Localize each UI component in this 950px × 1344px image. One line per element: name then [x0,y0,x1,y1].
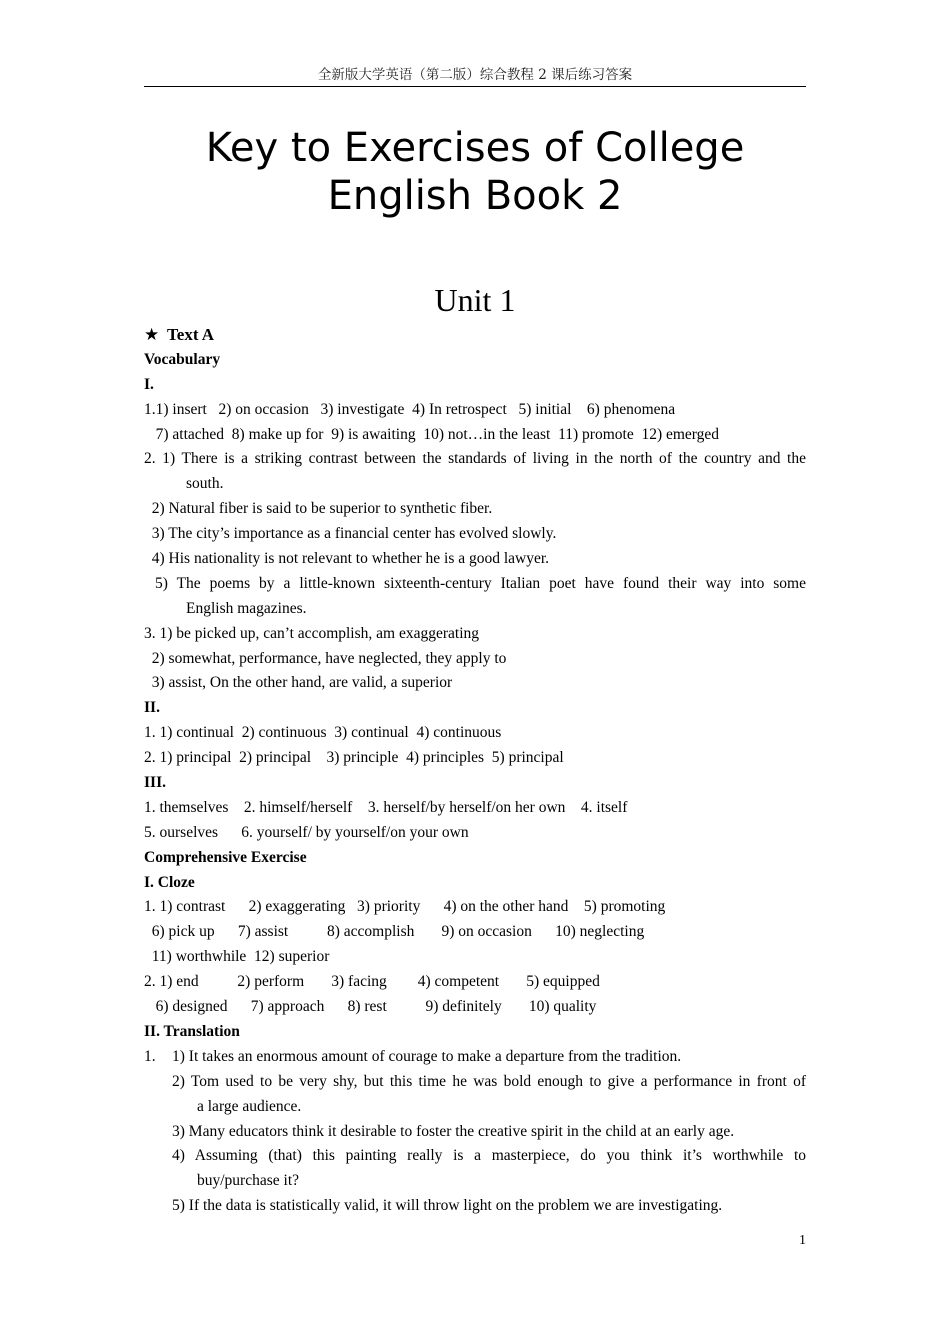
translation-heading: II. Translation [144,1022,240,1040]
cloze-1-line-1: 1. 1) contrast 2) exaggerating 3) priority 4) on the other hand 5) promoting [144,898,666,916]
section-ii-line-2: 2. 1) principal 2) principal 3) principle 4) principles 5) principal [144,749,564,767]
translation-item-2: 2) Tom used to be very shy, but this time he was bold enough to give a performance in front of [172,1072,806,1090]
vocabulary-heading: Vocabulary [144,350,221,368]
vocab-3-item-3: 3) assist, On the other hand, are valid, a superior [144,674,453,692]
translation-item-3: 3) Many educators think it desirable to foster the creative spirit in the child at an early age. [172,1122,735,1140]
vocab-2-item-3: 3) The city’s importance as a financial center has evolved slowly. [144,525,557,543]
answer-body [144,323,806,1219]
section-iii-line-1: 1. themselves 2. himself/herself 3. herself/by herself/on her own 4. itself [144,798,628,816]
translation-item-4-cont: buy/purchase it? [197,1172,300,1190]
title-line-2: English Book 2 [327,173,623,219]
star-icon: ★ [144,325,160,345]
translation-item-2-cont: a large audience. [197,1097,302,1115]
translation-1-text: 1) It takes an enormous amount of courage to make a departure from the tradition. [172,1047,682,1065]
translation-number: 1. [144,1047,156,1065]
section-iii-line-2: 5. ourselves 6. yourself/ by yourself/on your own [144,823,469,841]
unit-heading: Unit 1 [434,282,516,318]
translation-item-5: 5) If the data is statistically valid, it will throw light on the problem we are investigating. [172,1197,723,1215]
vocab-3-item-1: 3. 1) be picked up, can’t accomplish, am exaggerating [144,624,479,642]
vocab-2-item-1: 2. 1) There is a striking contrast between the standards of living in the north of the country and the [144,450,806,468]
running-header: 全新版大学英语（第二版）综合教程 2 课后练习答案 [317,67,633,83]
cloze-1-line-3: 11) worthwhile 12) superior [144,948,330,966]
vocab-2-item-1-cont: south. [186,475,224,493]
vocab-2-item-4: 4) His nationality is not relevant to whether he is a good lawyer. [144,550,550,568]
title-line-1: Key to Exercises of College [205,125,745,171]
section-ii-line-1: 1. 1) continual 2) continuous 3) continual 4) continuous [144,724,502,742]
vocab-2-item-2: 2) Natural fiber is said to be superior to synthetic fiber. [144,500,493,518]
cloze-heading: I. Cloze [144,873,195,891]
translation-item-4: 4) Assuming (that) this painting really is a masterpiece, do you think it’s worthwhile to [172,1147,806,1165]
page-number: 1 [799,1233,806,1248]
document-title [144,124,806,220]
cloze-2-line-1: 2. 1) end 2) perform 3) facing 4) competent 5) equipped [144,973,600,991]
text-a-label: Text A [167,325,215,344]
translation-item-1 [144,1045,806,1070]
header-rule [144,86,806,87]
vocab-2-item-5-cont: English magazines. [186,599,307,617]
cloze-2-line-2: 6) designed 7) approach 8) rest 9) definitely 10) quality [144,998,597,1016]
section-iii-heading: III. [144,774,166,792]
section-i-heading: I. [144,375,154,393]
vocab-3-item-2: 2) somewhat, performance, have neglected, they apply to [144,649,507,667]
vocab-1-line-1: 1.1) insert 2) on occasion 3) investigate 4) In retrospect 5) initial 6) phenomena [144,400,676,418]
text-a-heading [144,323,806,348]
comprehensive-heading: Comprehensive Exercise [144,848,307,866]
section-ii-heading: II. [144,699,160,717]
vocab-1-line-2: 7) attached 8) make up for 9) is awaiting 10) not…in the least 11) promote 12) emerged [144,425,720,443]
cloze-1-line-2: 6) pick up 7) assist 8) accomplish 9) on occasion 10) neglecting [144,923,645,941]
vocab-2-item-5: 5) The poems by a little-known sixteenth-century Italian poet have found their way into some [155,574,806,592]
